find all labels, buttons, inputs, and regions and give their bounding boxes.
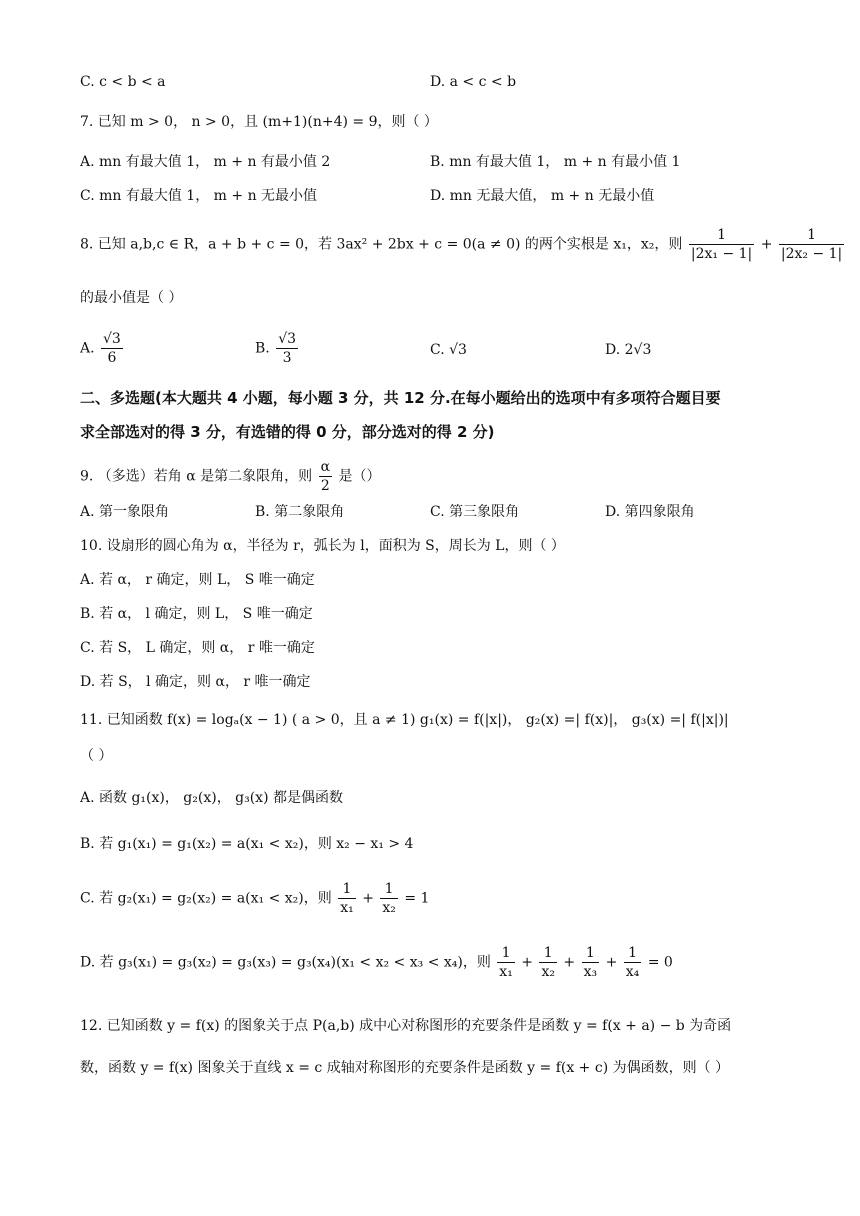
q11-option-c — [80, 880, 429, 917]
question-9 — [80, 458, 381, 495]
q11-option-c-fraction-2 — [380, 880, 398, 917]
q8-fraction-1-denominator: |2x₁ − 1| — [690, 246, 753, 262]
q8-option-b — [255, 330, 300, 367]
q8-continuation: 的最小值是（ ） — [80, 290, 183, 306]
q8-fraction-1 — [689, 226, 754, 263]
question-10: 10. 设扇形的圆心角为 α，半径为 r，弧长为 l，面积为 S，周长为 L，则（ ） — [80, 538, 565, 554]
q8-fraction-2-numerator: 1 — [779, 226, 844, 245]
fraction-denominator: x₁ — [499, 964, 513, 980]
q7-option-b: B. mn 有最大值 1， m + n 有最小值 1 — [430, 154, 681, 170]
fraction-denominator: x₂ — [382, 900, 396, 916]
q8-option-a-numerator: √3 — [103, 331, 121, 347]
question-7: 7. 已知 m > 0， n > 0，且 (m+1)(n+4) = 9，则（ ） — [80, 114, 438, 130]
fraction-denominator: x₂ — [541, 964, 555, 980]
q9-option-a: A. 第一象限角 — [80, 504, 170, 520]
q9-denominator: 2 — [320, 478, 330, 494]
q11-option-b: B. 若 g₁(x₁) = g₁(x₂) = a(x₁ < x₂)，则 x₂ − x₁ > 4 — [80, 836, 414, 852]
q11-option-d-fraction-3 — [582, 944, 600, 981]
q10-option-d: D. 若 S， l 确定，则 α， r 唯一确定 — [80, 674, 311, 690]
q8-option-b-fraction — [276, 330, 298, 367]
question-11: 11. 已知函数 f(x) = logₐ(x − 1) ( a > 0，且 a ≠ 1) g₁(x) = f(|x|)， g₂(x) =| f(x)|， g₃(x) =| f(|x|)| — [80, 712, 729, 728]
q9-numerator: α — [320, 459, 331, 475]
q11-option-d-text: D. 若 g₃(x₁) = g₃(x₂) = g₃(x₃) = g₃(x₄)(x₁ < x₂ < x₃ < x₄)，则 — [80, 954, 491, 971]
q8-option-b-label: B. — [255, 340, 270, 357]
q8-option-b-denominator: 3 — [282, 350, 292, 366]
fraction-numerator: 1 — [380, 880, 398, 899]
q8-option-a-denominator: 6 — [107, 350, 117, 366]
plus-sign: + — [362, 890, 374, 907]
fraction-numerator: 1 — [497, 944, 515, 963]
question-12-line-2: 数，函数 y = f(x) 图象关于直线 x = c 成轴对称图形的充要条件是函数 y = f(x + c) 为偶函数，则（ ） — [80, 1060, 730, 1076]
q11-option-d — [80, 944, 673, 981]
q8-fraction-2-denominator: |2x₂ − 1| — [780, 246, 843, 262]
fraction-denominator: x₃ — [583, 964, 598, 980]
q8-option-a-label: A. — [80, 340, 95, 357]
q11-answer-paren: （ ） — [80, 748, 113, 764]
q11-option-a: A. 函数 g₁(x)， g₂(x)， g₃(x) 都是偶函数 — [80, 790, 343, 806]
q10-option-b: B. 若 α， l 确定，则 L， S 唯一确定 — [80, 606, 313, 622]
q8-fraction-1-numerator: 1 — [689, 226, 754, 245]
q9-option-b: B. 第二象限角 — [255, 504, 345, 520]
q11-option-c-result: = 1 — [404, 890, 430, 907]
q7-option-d: D. mn 无最大值， m + n 无最小值 — [430, 188, 655, 204]
q7-option-a: A. mn 有最大值 1， m + n 有最小值 2 — [80, 154, 331, 170]
q11-option-d-fraction-4 — [624, 944, 642, 981]
q6-option-d: D. a < c < b — [430, 74, 517, 90]
q10-option-a: A. 若 α， r 确定，则 L， S 唯一确定 — [80, 572, 315, 588]
q8-option-d: D. 2√3 — [605, 342, 652, 358]
plus-sign: + — [605, 954, 618, 971]
fraction-numerator: 1 — [624, 944, 642, 963]
question-12-line-1: 12. 已知函数 y = f(x) 的图象关于点 P(a,b) 成中心对称图形的充要条件是函数 y = f(x + a) − b 为奇函 — [80, 1018, 732, 1034]
fraction-numerator: 1 — [539, 944, 557, 963]
fraction-numerator: 1 — [582, 944, 600, 963]
q8-plus: + — [760, 236, 773, 253]
q9-text: 9. （多选）若角 α 是第二象限角，则 — [80, 468, 313, 485]
q9-option-c: C. 第三象限角 — [430, 504, 520, 520]
q11-option-d-fraction-1 — [497, 944, 515, 981]
q6-option-c: C. c < b < a — [80, 74, 166, 90]
q11-option-c-text: C. 若 g₂(x₁) = g₂(x₂) = a(x₁ < x₂)，则 — [80, 890, 332, 907]
plus-sign: + — [521, 954, 533, 971]
q8-text: 8. 已知 a,b,c ∈ R，a + b + c = 0，若 3ax² + 2bx + c = 0(a ≠ 0) 的两个实根是 x₁，x₂，则 — [80, 236, 683, 253]
q9-option-d: D. 第四象限角 — [605, 504, 695, 520]
q7-option-c: C. mn 有最大值 1， m + n 无最小值 — [80, 188, 318, 204]
q11-option-d-result: = 0 — [647, 954, 673, 971]
q10-option-c: C. 若 S， L 确定，则 α， r 唯一确定 — [80, 640, 315, 656]
q11-option-d-fraction-2 — [539, 944, 557, 981]
fraction-denominator: x₄ — [625, 964, 640, 980]
q8-fraction-2 — [779, 226, 844, 263]
question-8 — [80, 226, 846, 263]
plus-sign: + — [563, 954, 576, 971]
section-2-heading-line-2: 求全部选对的得 3 分，有选错的得 0 分，部分选对的得 2 分) — [80, 423, 495, 441]
q8-option-b-numerator: √3 — [278, 331, 297, 347]
fraction-numerator: 1 — [338, 880, 356, 899]
q8-option-a-fraction — [101, 330, 123, 367]
fraction-denominator: x₁ — [340, 900, 354, 916]
q11-option-c-fraction-1 — [338, 880, 356, 917]
q9-fraction — [319, 458, 332, 495]
section-2-heading-line-1: 二、多选题(本大题共 4 小题，每小题 3 分，共 12 分.在每小题给出的选项中有多项符合题目要 — [80, 389, 721, 407]
q9-text-end: 是（） — [338, 468, 381, 485]
q8-option-c: C. √3 — [430, 342, 467, 358]
q8-option-a — [80, 330, 125, 367]
